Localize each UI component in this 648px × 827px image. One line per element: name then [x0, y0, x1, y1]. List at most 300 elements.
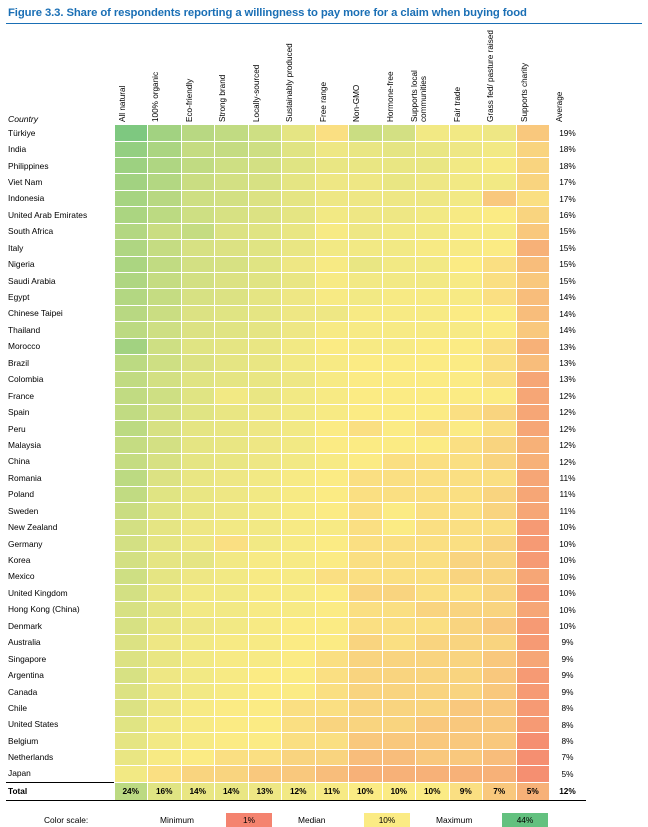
table-head: [6, 28, 586, 125]
legend-minimum-swatch: 1%: [226, 813, 272, 827]
row-average: 13%: [550, 355, 586, 371]
row-average: 17%: [550, 190, 586, 206]
heat-cell: [248, 651, 282, 667]
heat-cell: [516, 716, 550, 732]
row-country-label: Korea: [8, 555, 31, 565]
heat-cell: [416, 273, 450, 289]
heat-cell: [349, 388, 383, 404]
heat-cell: [181, 667, 215, 683]
heat-cell: [248, 552, 282, 568]
row-country-label: Morocco: [8, 341, 41, 352]
heat-cell: [248, 125, 282, 141]
heat-cell: [449, 503, 483, 519]
header-row: [6, 28, 586, 125]
heat-cell: [349, 371, 383, 387]
heat-cell: [382, 536, 416, 552]
heat-cell: [483, 766, 517, 782]
heat-cell: [382, 683, 416, 699]
heat-cell: [382, 585, 416, 601]
heat-cell: [148, 305, 182, 321]
heat-cell: [349, 207, 383, 223]
heat-cell: [282, 700, 316, 716]
heat-cell: [349, 552, 383, 568]
heat-cell: [516, 207, 550, 223]
title-divider: [6, 23, 642, 24]
column-header-6: [315, 28, 349, 125]
row-average: 9%: [550, 683, 586, 699]
heat-cell: [282, 404, 316, 420]
heat-cell: [148, 453, 182, 469]
row-average: 12%: [550, 453, 586, 469]
heat-cell: [416, 585, 450, 601]
heat-cell: [416, 634, 450, 650]
heat-cell: [248, 157, 282, 173]
heat-cell: [215, 536, 249, 552]
row-country-label: Spain: [8, 407, 30, 418]
heat-cell: [483, 716, 517, 732]
heat-cell: [282, 585, 316, 601]
heat-cell: [282, 601, 316, 617]
heat-cell: [516, 749, 550, 765]
heat-cell: [349, 585, 383, 601]
heat-cell: [148, 125, 182, 141]
heat-cell: [181, 766, 215, 782]
heatmap-chart: [0, 28, 648, 801]
heat-cell: [248, 766, 282, 782]
row-average: 7%: [550, 749, 586, 765]
heat-cell: [282, 355, 316, 371]
table-row: [6, 470, 586, 486]
total-cell: 11%: [315, 782, 349, 800]
heat-cell: [181, 371, 215, 387]
heat-cell: [349, 519, 383, 535]
heat-cell: [114, 716, 148, 732]
heat-cell: [382, 190, 416, 206]
heat-cell: [248, 355, 282, 371]
heat-cell: [516, 174, 550, 190]
heat-cell: [114, 223, 148, 239]
table-row: [6, 486, 586, 502]
row-country-label: Germany: [8, 538, 43, 549]
total-cell: 14%: [181, 782, 215, 800]
heat-cell: [449, 388, 483, 404]
heat-cell: [516, 667, 550, 683]
row-country-label: India: [8, 144, 27, 155]
table-row: [6, 667, 586, 683]
heat-cell: [483, 683, 517, 699]
table-row: [6, 683, 586, 699]
heat-cell: [148, 338, 182, 354]
row-country-label: France: [8, 390, 35, 401]
row-country-label: Malaysia: [8, 439, 42, 450]
column-header-label: Supports charity: [519, 62, 529, 123]
heat-cell: [349, 355, 383, 371]
row-country-label: Thailand: [8, 324, 41, 335]
heat-cell: [382, 256, 416, 272]
row-average: 11%: [550, 503, 586, 519]
table-row: [6, 420, 586, 436]
heat-cell: [416, 552, 450, 568]
row-average: 10%: [550, 552, 586, 568]
heat-cell: [483, 667, 517, 683]
column-header-label: Strong brand: [218, 74, 228, 123]
heat-cell: [349, 289, 383, 305]
table-row: [6, 322, 586, 338]
heat-cell: [416, 568, 450, 584]
heat-cell: [449, 766, 483, 782]
table-row: [6, 190, 586, 206]
row-country-label: Sweden: [8, 505, 39, 516]
table-row: [6, 733, 586, 749]
row-average: 10%: [550, 519, 586, 535]
heat-cell: [282, 338, 316, 354]
table-row: [6, 125, 586, 141]
heat-cell: [315, 766, 349, 782]
column-header-7: [349, 28, 383, 125]
heat-cell: [114, 536, 148, 552]
row-average: 8%: [550, 716, 586, 732]
heat-cell: [449, 289, 483, 305]
heat-cell: [449, 125, 483, 141]
heat-cell: [315, 157, 349, 173]
heat-cell: [248, 519, 282, 535]
row-average: 18%: [550, 141, 586, 157]
heat-cell: [215, 700, 249, 716]
heat-cell: [315, 240, 349, 256]
heat-cell: [516, 536, 550, 552]
table-row: [6, 371, 586, 387]
heat-cell: [449, 305, 483, 321]
heat-cell: [215, 503, 249, 519]
heat-cell: [315, 503, 349, 519]
heat-cell: [282, 273, 316, 289]
heat-cell: [248, 404, 282, 420]
heat-cell: [148, 568, 182, 584]
total-cell: 16%: [148, 782, 182, 800]
heat-cell: [181, 486, 215, 502]
heat-cell: [181, 256, 215, 272]
heat-cell: [282, 536, 316, 552]
heat-cell: [181, 618, 215, 634]
heat-cell: [516, 338, 550, 354]
heat-cell: [483, 420, 517, 436]
heat-cell: [382, 305, 416, 321]
heat-cell: [449, 651, 483, 667]
heat-cell: [181, 404, 215, 420]
heat-cell: [282, 289, 316, 305]
heat-cell: [282, 552, 316, 568]
heat-cell: [516, 700, 550, 716]
table-row: [6, 766, 586, 782]
column-header-9: [410, 28, 450, 125]
heat-cell: [516, 568, 550, 584]
heat-cell: [416, 420, 450, 436]
heat-cell: [483, 519, 517, 535]
heat-cell: [181, 634, 215, 650]
heat-cell: [416, 240, 450, 256]
heat-cell: [449, 371, 483, 387]
heat-cell: [181, 503, 215, 519]
heat-cell: [282, 157, 316, 173]
table-row: [6, 388, 586, 404]
heat-cell: [148, 437, 182, 453]
heat-cell: [416, 125, 450, 141]
heat-cell: [215, 240, 249, 256]
total-cell: 10%: [382, 782, 416, 800]
heat-cell: [449, 223, 483, 239]
row-average: 12%: [550, 437, 586, 453]
heat-cell: [114, 355, 148, 371]
heat-cell: [315, 683, 349, 699]
total-average: 12%: [550, 782, 586, 800]
heat-cell: [248, 700, 282, 716]
heat-cell: [483, 404, 517, 420]
heat-cell: [349, 338, 383, 354]
heat-cell: [483, 470, 517, 486]
heat-cell: [181, 273, 215, 289]
heat-cell: [449, 716, 483, 732]
heat-cell: [483, 552, 517, 568]
heat-cell: [248, 240, 282, 256]
heat-cell: [181, 601, 215, 617]
total-cell: 10%: [416, 782, 450, 800]
heat-cell: [148, 651, 182, 667]
row-country-label: Saudi Arabia: [8, 275, 56, 286]
heat-cell: [215, 519, 249, 535]
total-cell: 9%: [449, 782, 483, 800]
heat-cell: [315, 568, 349, 584]
heat-cell: [181, 322, 215, 338]
legend-minimum: [160, 813, 298, 827]
table-row: [6, 256, 586, 272]
total-label: Total: [6, 782, 114, 800]
heat-cell: [148, 141, 182, 157]
heat-cell: [315, 667, 349, 683]
column-header-label: Sustainably produced: [285, 43, 295, 123]
heat-cell: [282, 453, 316, 469]
table-row: [6, 568, 586, 584]
heat-cell: [483, 141, 517, 157]
heat-cell: [449, 404, 483, 420]
heat-cell: [248, 420, 282, 436]
heat-cell: [282, 223, 316, 239]
heat-cell: [215, 437, 249, 453]
heat-cell: [349, 651, 383, 667]
heat-cell: [114, 552, 148, 568]
heat-cell: [282, 174, 316, 190]
heat-cell: [114, 618, 148, 634]
heat-cell: [315, 305, 349, 321]
column-header-label: All natural: [117, 85, 127, 123]
heat-cell: [416, 289, 450, 305]
heat-cell: [215, 552, 249, 568]
heat-cell: [181, 190, 215, 206]
heat-cell: [114, 174, 148, 190]
row-country-label: Romania: [8, 472, 42, 483]
column-header-label: 100% organic: [151, 72, 161, 123]
heat-cell: [181, 749, 215, 765]
heat-cell: [148, 355, 182, 371]
heat-cell: [349, 141, 383, 157]
heat-cell: [382, 749, 416, 765]
heat-cell: [181, 519, 215, 535]
heat-cell: [449, 552, 483, 568]
table-row: [6, 601, 586, 617]
heat-cell: [449, 667, 483, 683]
total-cell: 10%: [349, 782, 383, 800]
heat-cell: [282, 207, 316, 223]
heat-cell: [315, 404, 349, 420]
row-country-label: Chile: [8, 702, 28, 713]
row-average: 14%: [550, 305, 586, 321]
table-row: [6, 453, 586, 469]
total-cell: 12%: [282, 782, 316, 800]
column-header-5: [282, 28, 316, 125]
heat-cell: [114, 700, 148, 716]
heat-cell: [248, 667, 282, 683]
heat-cell: [114, 256, 148, 272]
heat-cell: [483, 371, 517, 387]
heat-cell: [282, 486, 316, 502]
heat-cell: [282, 470, 316, 486]
row-average: 16%: [550, 207, 586, 223]
heat-cell: [416, 651, 450, 667]
heat-cell: [282, 256, 316, 272]
heat-cell: [248, 322, 282, 338]
heat-cell: [248, 207, 282, 223]
heat-cell: [449, 420, 483, 436]
row-average: 8%: [550, 733, 586, 749]
heat-cell: [516, 190, 550, 206]
row-country-label: Nigeria: [8, 259, 35, 270]
heat-cell: [248, 256, 282, 272]
heat-cell: [449, 157, 483, 173]
heat-cell: [382, 651, 416, 667]
heat-cell: [315, 733, 349, 749]
heat-cell: [148, 207, 182, 223]
heat-cell: [315, 355, 349, 371]
table-row: [6, 141, 586, 157]
heat-cell: [148, 388, 182, 404]
heat-cell: [449, 141, 483, 157]
heat-cell: [148, 716, 182, 732]
heat-cell: [483, 651, 517, 667]
heat-cell: [382, 223, 416, 239]
legend-maximum-label: Maximum: [436, 814, 473, 825]
heat-cell: [181, 568, 215, 584]
heatmap-table: [6, 28, 586, 801]
heat-cell: [181, 733, 215, 749]
column-header-label: Non-GMO: [352, 84, 362, 123]
heat-cell: [449, 749, 483, 765]
heat-cell: [516, 273, 550, 289]
heat-cell: [282, 503, 316, 519]
table-row: [6, 552, 586, 568]
heat-cell: [215, 634, 249, 650]
table-row: [6, 207, 586, 223]
heat-cell: [449, 273, 483, 289]
heat-cell: [483, 273, 517, 289]
heat-cell: [315, 289, 349, 305]
heat-cell: [516, 125, 550, 141]
table-row: [6, 305, 586, 321]
heat-cell: [382, 338, 416, 354]
heat-cell: [315, 174, 349, 190]
heat-cell: [315, 519, 349, 535]
row-country-label: Australia: [8, 637, 41, 648]
heat-cell: [114, 749, 148, 765]
heat-cell: [148, 486, 182, 502]
row-average: 13%: [550, 371, 586, 387]
heat-cell: [148, 223, 182, 239]
heat-cell: [349, 470, 383, 486]
heat-cell: [382, 716, 416, 732]
heat-cell: [248, 585, 282, 601]
heat-cell: [516, 141, 550, 157]
heat-cell: [382, 552, 416, 568]
heat-cell: [516, 388, 550, 404]
heat-cell: [114, 273, 148, 289]
heat-cell: [215, 223, 249, 239]
heat-cell: [483, 618, 517, 634]
table-row: [6, 536, 586, 552]
heat-cell: [148, 289, 182, 305]
heat-cell: [114, 388, 148, 404]
heat-cell: [148, 256, 182, 272]
heat-cell: [215, 404, 249, 420]
heat-cell: [148, 470, 182, 486]
heat-cell: [148, 536, 182, 552]
heat-cell: [483, 305, 517, 321]
heat-cell: [148, 240, 182, 256]
heat-cell: [248, 223, 282, 239]
row-average: 17%: [550, 174, 586, 190]
heat-cell: [416, 667, 450, 683]
heat-cell: [416, 453, 450, 469]
heat-cell: [282, 322, 316, 338]
heat-cell: [349, 305, 383, 321]
heat-cell: [215, 420, 249, 436]
heat-cell: [382, 486, 416, 502]
heat-cell: [416, 766, 450, 782]
heat-cell: [215, 190, 249, 206]
row-country-label: Mexico: [8, 571, 35, 582]
table-row: [6, 404, 586, 420]
column-header-label: Grass fed/ pasture raised: [486, 30, 496, 123]
heat-cell: [449, 733, 483, 749]
heat-cell: [215, 355, 249, 371]
heat-cell: [416, 256, 450, 272]
heat-cell: [315, 256, 349, 272]
heat-cell: [148, 733, 182, 749]
table-body: [6, 125, 586, 783]
row-average: 18%: [550, 157, 586, 173]
heat-cell: [382, 404, 416, 420]
row-average: 10%: [550, 618, 586, 634]
heat-cell: [315, 470, 349, 486]
heat-cell: [248, 305, 282, 321]
heat-cell: [516, 404, 550, 420]
heat-cell: [516, 240, 550, 256]
heat-cell: [315, 371, 349, 387]
heat-cell: [315, 634, 349, 650]
heat-cell: [449, 519, 483, 535]
heat-cell: [181, 453, 215, 469]
heat-cell: [282, 683, 316, 699]
heat-cell: [516, 585, 550, 601]
column-header-11: [483, 28, 517, 125]
row-country-label: Peru: [8, 423, 26, 434]
